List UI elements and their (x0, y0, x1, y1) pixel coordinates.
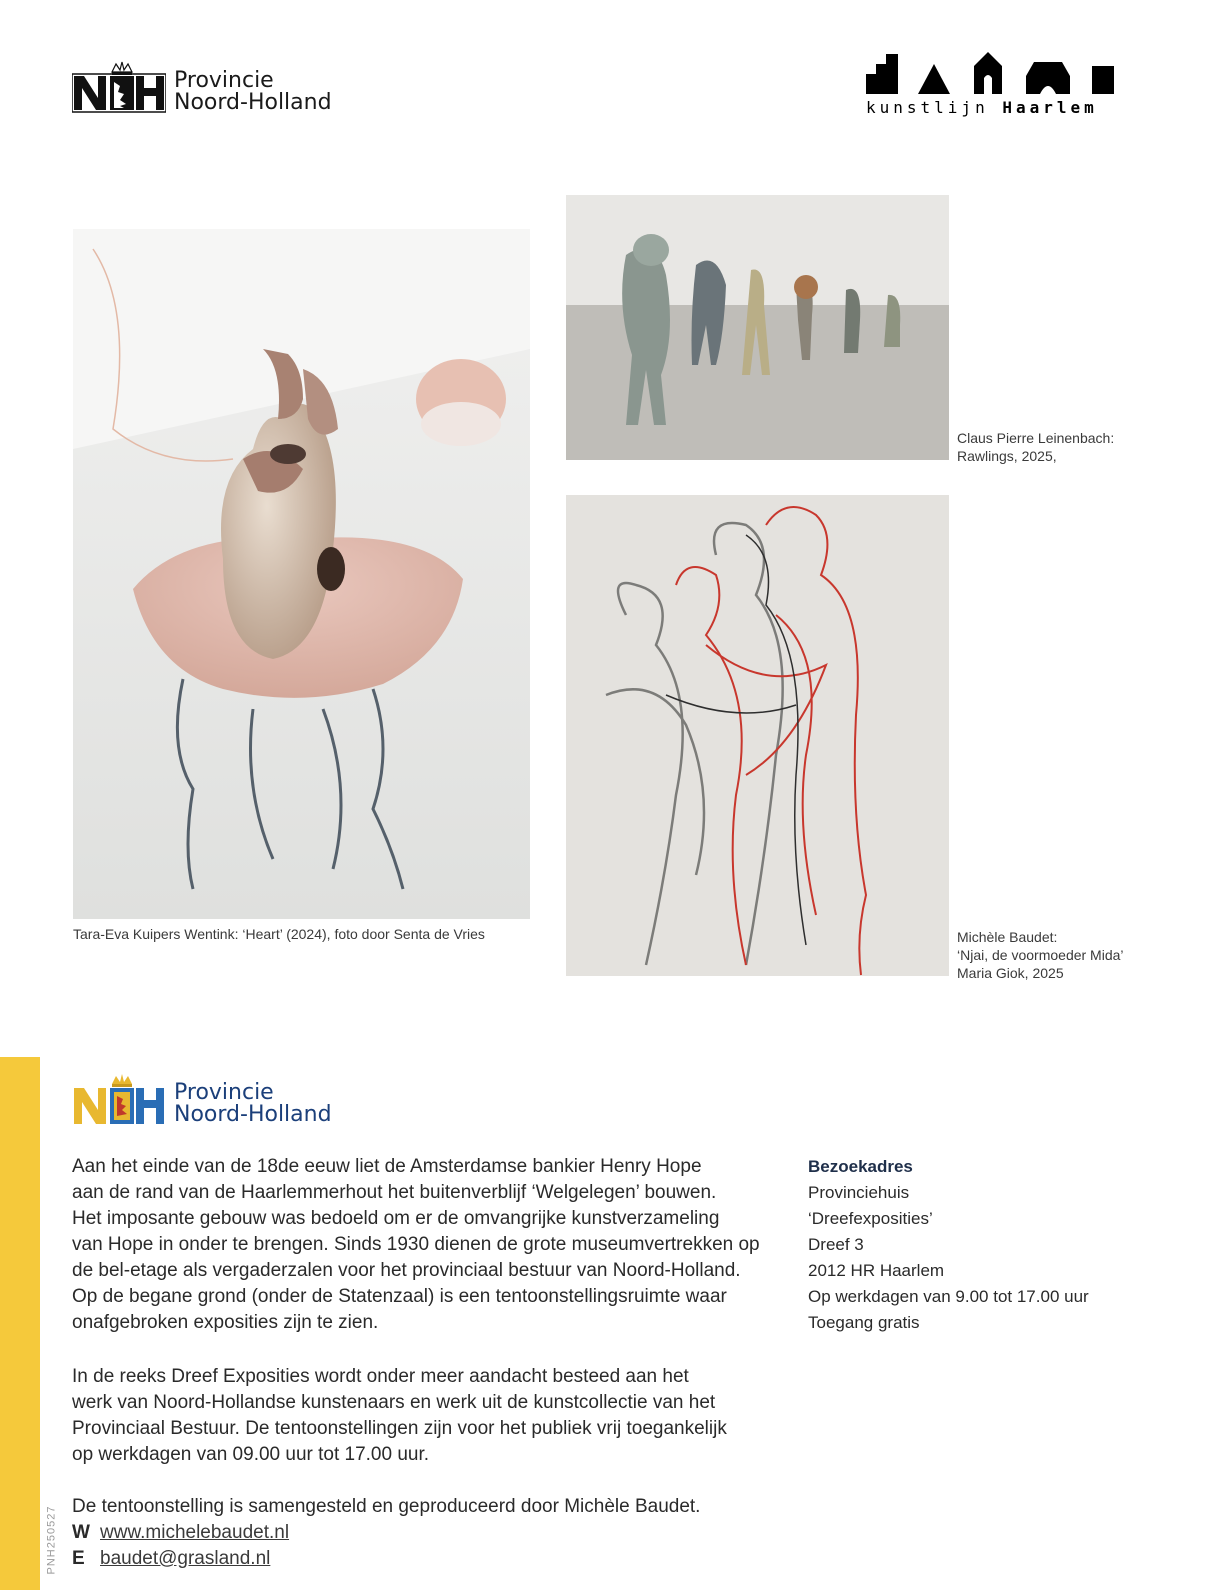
province-logo-color (72, 1072, 362, 1132)
paragraph-line: op werkdagen van 09.00 uur tot 17.00 uur. (72, 1444, 430, 1465)
paragraph-line: Op de begane grond (onder de Statenzaal) is een tentoonstellingsruimte waar (72, 1286, 727, 1307)
visit-line: Dreef 3 (808, 1235, 864, 1254)
web-key: W (72, 1522, 90, 1543)
website-link[interactable]: www.michelebaudet.nl (100, 1522, 290, 1543)
haarlem-word: Haarlem (1002, 98, 1098, 117)
contact-block (72, 1520, 289, 1572)
visit-line: 2012 HR Haarlem (808, 1261, 945, 1280)
photo-rawlings-sculptures (566, 195, 949, 460)
caption-wire-line3: Maria Giok, 2025 (957, 965, 1064, 981)
paragraph-line: Provinciaal Bestuur. De tentoonstellingen zijn voor het publiek vrij toegankelijk (72, 1418, 727, 1439)
kunstlijn-word: kunstlijn (866, 98, 989, 117)
skyline-icon (866, 48, 1136, 94)
email-link[interactable]: baudet@grasland.nl (100, 1548, 271, 1569)
visit-line: ‘Dreefexposities’ (808, 1209, 933, 1228)
province-logo-color-line1: Provincie (174, 1080, 274, 1105)
caption-wire-line1: Michèle Baudet: (957, 929, 1058, 945)
document-code-text: PNH250527 (45, 1505, 58, 1575)
document-code (47, 1500, 67, 1590)
paragraph-line: aan de rand van de Haarlemmerhout het buitenverblijf ‘Welgelegen’ bouwen. (72, 1182, 717, 1203)
province-logo-line2: Noord-Holland (174, 90, 332, 115)
yellow-side-bar (0, 1057, 40, 1590)
email-key: E (72, 1548, 85, 1569)
province-logo-color-text (174, 1082, 332, 1126)
visit-address (808, 1154, 1138, 1336)
caption-rawlings-line2: Rawlings, 2025, (957, 448, 1057, 464)
visit-line: Op werkdagen van 9.00 tot 17.00 uur (808, 1287, 1089, 1306)
kunstlijn-logo-text (866, 98, 1098, 117)
province-logo-line1: Provincie (174, 68, 274, 93)
credits-line: De tentoonstelling is samengesteld en geproduceerd door Michèle Baudet. (72, 1496, 701, 1517)
paragraph-line: werk van Noord-Hollandse kunstenaars en werk uit de kunstcollectie van het (72, 1392, 716, 1413)
province-logo-color-line2: Noord-Holland (174, 1102, 332, 1127)
caption-heart: Tara-Eva Kuipers Wentink: ‘Heart’ (2024), foto door Senta de Vries (73, 926, 485, 942)
paragraph-line: Het imposante gebouw was bedoeld om er de omvangrijke kunstverzameling (72, 1208, 720, 1229)
paragraph-line: onafgebroken exposities zijn te zien. (72, 1312, 379, 1333)
kunstlijn-haarlem-logo (866, 48, 1136, 120)
paragraph-history (72, 1154, 772, 1336)
province-logo-header (72, 60, 342, 116)
caption-wire-line2: ‘Njai, de voormoeder Mida’ (957, 947, 1124, 963)
contact-email-row (72, 1546, 289, 1572)
paragraph-line: Aan het einde van de 18de eeuw liet de Amsterdamse bankier Henry Hope (72, 1156, 702, 1177)
photo-wire-figures (566, 495, 949, 976)
province-logo-text (174, 70, 332, 114)
visit-address-title: Bezoekadres (808, 1157, 913, 1176)
caption-rawlings-line1: Claus Pierre Leinenbach: (957, 430, 1115, 446)
visit-line: Toegang gratis (808, 1313, 920, 1332)
paragraph-credits (72, 1494, 772, 1520)
paragraph-line: van Hope in onder te brengen. Sinds 1930 dienen de grote museumvertrekken op (72, 1234, 760, 1255)
paragraph-line: In de reeks Dreef Exposities wordt onder meer aandacht besteed aan het (72, 1366, 689, 1387)
visit-line: Provinciehuis (808, 1183, 910, 1202)
caption-wire (957, 928, 1197, 982)
paragraph-dreef-exposities (72, 1364, 772, 1468)
province-crest-color-icon (72, 1072, 166, 1126)
contact-web-row (72, 1520, 289, 1546)
photo-heart-sculpture (73, 229, 530, 919)
caption-rawlings (957, 429, 1197, 465)
province-crest-icon (72, 60, 166, 114)
paragraph-line: de bel-etage als vergaderzalen voor het provinciaal bestuur van Noord-Holland. (72, 1260, 741, 1281)
